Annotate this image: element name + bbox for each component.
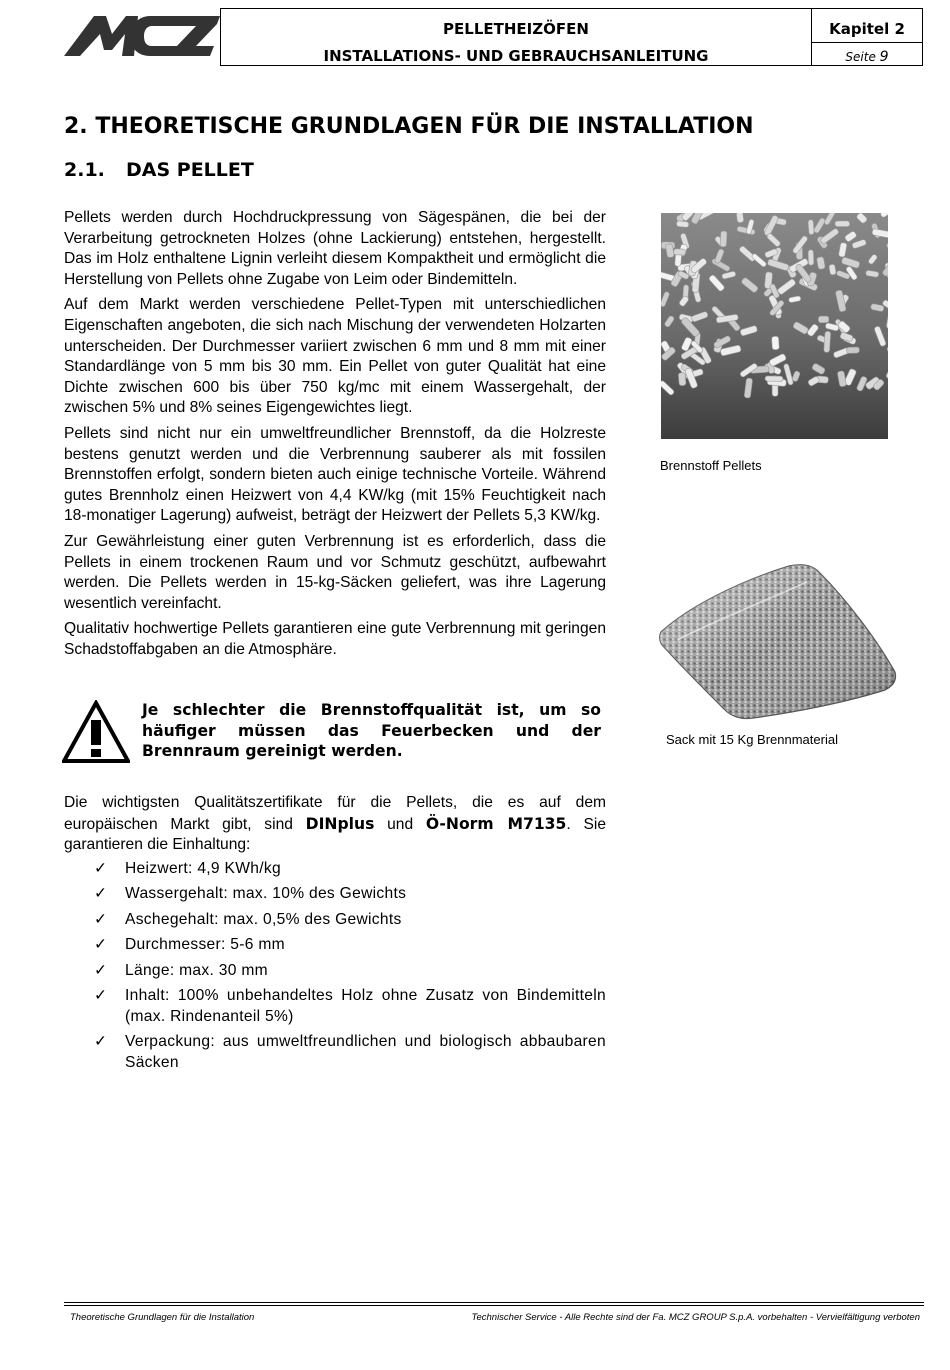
body-text [64,208,606,665]
pellet [771,336,779,350]
warning-text: Je schlechter die Brennstoffqualität ist, um so häufiger müssen das Feuerbecken und der Brennraum gereinigt werden. [142,701,601,760]
figure-caption: Brennstoff Pellets [660,458,762,473]
subsection-number: 2.1. [64,159,105,181]
paragraph: Pellets werden durch Hochdruckpressung von Sägespänen, die bei der Verarbeitung getrockneten Holzes (ohne Lackierung) entstehen, hergestellt. Das im Holz enthaltene Lignin verleiht diesem Kompaktheit und ermöglicht die Herstellung von Pellets ohne Zugabe von Leim oder Bindemitteln. [64,209,606,288]
list-item [94,1032,606,1073]
footer-copyright: Technischer Service - Alle Rechte sind der Fa. MCZ GROUP S.p.A. vorbehalten - Vervielfältigung verboten [471,1312,920,1323]
list-item [94,859,606,880]
list-item-text: Länge: max. 30 mm [125,961,268,979]
figure-caption: Sack mit 15 Kg Brennmaterial [666,732,838,747]
pellet [846,347,859,353]
pellet [765,376,783,381]
header-subtitle: INSTALLATIONS- UND GEBRAUCHSANLEITUNG [323,47,709,65]
checkmark-icon: ✓ [94,1032,108,1050]
footer-rule [64,1305,924,1306]
header-title: PELLETHEIZÖFEN [443,20,589,38]
pellet [808,220,814,235]
checkmark-icon: ✓ [94,885,108,903]
pellet [674,249,686,255]
paragraph: Pellets sind nicht nur ein umweltfreundlicher Brennstoff, da die Holzreste bestens genutzt werden und die Verbrennung sauberer als mit fossilen Brennstoffen erfolgt, sondern bieten auch einige technische Vorteile. Während gutes Brennholz einen Heizwert von 4,4 KW/kg (mit 15% Feuchtigkeit nach 18-monatiger Lagerung) aufweist, beträgt der Heizwert der Pellets 5,3 KW/kg. [64,424,606,525]
paragraph: Auf dem Markt werden verschiedene Pellet-Typen mit unterschiedlichen Eigenschaften angeboten, die sich nach Mischung der verwendeten Holzarten unterscheiden. Der Durchmesser variiert zwischen 6 mm und 8 mm mit einer Standardlänge von 5 mm bis 30 mm. Ein Pellet von guter Qualität hat eine Dichte zwischen 600 bis über 750 kg/mc mit einem Wassergehalt, der zwischen 5% und 8% seines Eigengewichtes liegt. [64,296,606,417]
certificates-intro [64,793,606,856]
chapter-label: Kapitel 2 [829,20,905,38]
pellet [678,372,686,385]
list-item [94,986,606,1027]
cert-intro-text: Die wichtigsten Qualitätszertifikate für die Pellets, die es auf dem europäischen Markt gibt, sind [64,794,606,833]
cert-and: und [387,815,414,833]
list-item-text: Heizwert: 4,9 KWh/kg [125,860,281,877]
list-item-text: Aschegehalt: max. 0,5% des Gewichts [125,910,402,928]
list-item [94,910,606,931]
list-item [94,884,606,905]
warning-icon [62,700,130,764]
cert-intro-end: . Sie garantieren die Einhaltung: [64,815,606,854]
requirements-list [94,859,606,1078]
pellet [736,213,744,223]
list-item-text: Durchmesser: 5-6 mm [125,936,285,954]
pellet [818,316,829,323]
page-label: Seite [845,50,876,64]
pellets-photo [661,213,888,439]
checkmark-icon: ✓ [94,936,108,954]
page-number: 9 [879,49,889,65]
list-item-text: Wassergehalt: max. 10% des Gewichts [125,885,407,903]
pellet [835,221,850,227]
pellet [824,331,831,352]
cert-dinplus: DINplus [305,814,375,833]
checkmark-icon: ✓ [94,961,108,979]
list-item [94,935,606,956]
mcz-logo [64,12,220,62]
subsection-title: DAS PELLET [126,159,254,181]
checkmark-icon: ✓ [94,910,108,928]
pellet [808,250,814,266]
pellet-bag-photo [657,560,899,720]
pellet [676,221,689,228]
pellet [720,231,727,247]
page-indicator [811,49,923,65]
checkmark-icon: ✓ [94,860,108,877]
checkmark-icon: ✓ [94,986,108,1004]
subsection-heading [64,159,254,181]
header-divider [811,42,923,43]
section-heading: 2. THEORETISCHE GRUNDLAGEN FÜR DIE INSTALLATION [64,114,754,139]
paragraph: Qualitativ hochwertige Pellets garantieren eine gute Verbrennung mit geringen Schadstoffabgaben an die Atmosphäre. [64,620,606,658]
cert-onorm: Ö-Norm M7135 [425,814,567,833]
list-item-text: Inhalt: 100% unbehandeltes Holz ohne Zusatz von Bindemitteln (max. Rindenanteil 5%) [125,986,606,1025]
list-item [94,961,606,982]
footer-rule [64,1302,924,1303]
footer-section-title: Theoretische Grundlagen für die Installation [70,1312,255,1323]
list-item-text: Verpackung: aus umweltfreundlichen und biologisch abbaubaren Säcken [125,1032,606,1071]
paragraph: Zur Gewährleistung einer guten Verbrennung ist es erforderlich, dass die Pellets in einem trockenen Raum und vor Schmutz geschützt, aufbewahrt werden. Die Pellets werden in 15-kg-Säcken geliefert, was ihre Lagerung wesentlich vereinfacht. [64,532,606,612]
